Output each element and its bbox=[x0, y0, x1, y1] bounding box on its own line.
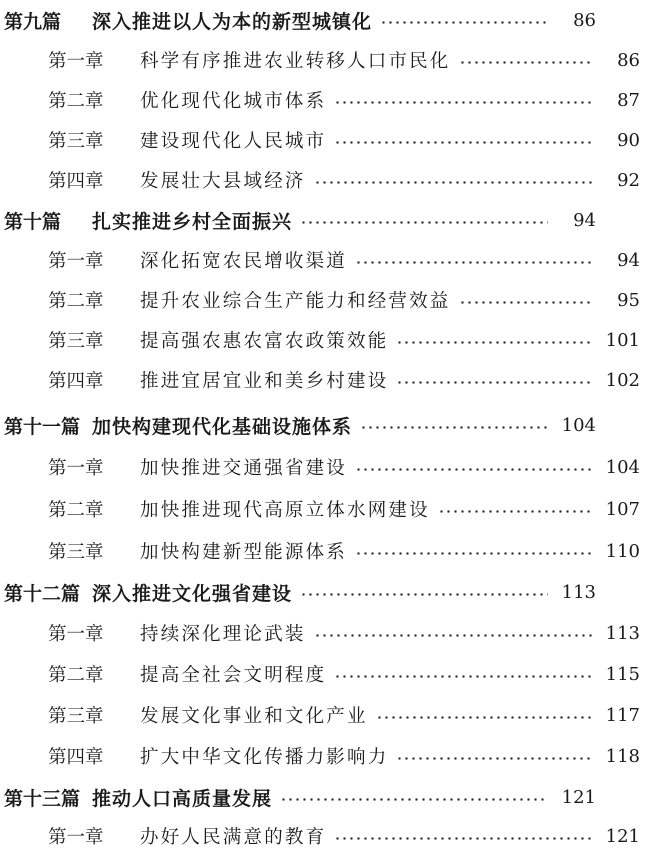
toc-page-number: 92 bbox=[617, 169, 640, 191]
toc-page-number: 113 bbox=[561, 581, 596, 603]
toc-part-row[interactable] bbox=[0, 777, 604, 817]
dot-leader bbox=[459, 61, 592, 64]
toc-part-title: 深入推进文化强省建设 bbox=[92, 582, 293, 605]
toc-page-number: 101 bbox=[605, 329, 640, 351]
toc-chapter-number: 第四章 bbox=[48, 747, 104, 768]
toc-chapter-number: 第一章 bbox=[48, 458, 104, 479]
toc-page-number: 121 bbox=[561, 786, 596, 808]
toc-page-number: 117 bbox=[605, 704, 640, 726]
toc-chapter-title: 发展文化事业和文化产业 bbox=[140, 706, 368, 727]
dot-leader bbox=[396, 341, 592, 344]
toc-chapter-title: 科学有序推进农业转移人口市民化 bbox=[140, 51, 451, 72]
toc-chapter-row[interactable] bbox=[0, 695, 648, 735]
toc-page-number: 102 bbox=[605, 369, 640, 391]
toc-chapter-title: 深化拓宽农民增收渠道 bbox=[140, 251, 348, 272]
toc-chapter-row[interactable] bbox=[0, 280, 648, 320]
dot-leader bbox=[376, 716, 592, 719]
toc-chapter-number: 第一章 bbox=[48, 827, 104, 848]
toc-page-number: 95 bbox=[617, 289, 640, 311]
toc-chapter-row[interactable] bbox=[0, 320, 648, 360]
toc-page-number: 94 bbox=[617, 249, 640, 271]
dot-leader bbox=[334, 141, 592, 144]
toc-page-number: 104 bbox=[605, 456, 640, 478]
toc-chapter-title: 发展壮大县域经济 bbox=[140, 171, 306, 192]
toc-chapter-title: 建设现代化人民城市 bbox=[140, 131, 327, 152]
dot-leader bbox=[300, 593, 548, 596]
dot-leader bbox=[396, 381, 592, 384]
toc-chapter-number: 第一章 bbox=[48, 251, 104, 272]
toc-chapter-title: 办好人民满意的教育 bbox=[140, 827, 327, 848]
toc-chapter-number: 第三章 bbox=[48, 706, 104, 727]
toc-chapter-row[interactable] bbox=[0, 736, 648, 776]
toc-chapter-number: 第三章 bbox=[48, 131, 104, 152]
toc-part-number: 第九篇 bbox=[4, 10, 62, 33]
toc-part-row[interactable] bbox=[0, 200, 604, 240]
toc-chapter-row[interactable] bbox=[0, 160, 648, 200]
toc-chapter-row[interactable] bbox=[0, 120, 648, 160]
toc-chapter-number: 第四章 bbox=[48, 171, 104, 192]
toc-part-row[interactable] bbox=[0, 405, 604, 445]
toc-chapter-number: 第二章 bbox=[48, 291, 104, 312]
toc-page-number: 86 bbox=[617, 49, 640, 71]
toc-page-number: 94 bbox=[573, 209, 596, 231]
toc-chapter-number: 第三章 bbox=[48, 331, 104, 352]
dot-leader bbox=[380, 21, 548, 24]
toc-chapter-title: 优化现代化城市体系 bbox=[140, 91, 327, 112]
toc-part-row[interactable] bbox=[0, 572, 604, 612]
toc-part-title: 深入推进以人为本的新型城镇化 bbox=[92, 10, 373, 33]
toc-page-number: 90 bbox=[617, 129, 640, 151]
toc-chapter-row[interactable] bbox=[0, 654, 648, 694]
toc-part-number: 第十一篇 bbox=[4, 415, 81, 438]
toc-page-number: 110 bbox=[605, 540, 640, 562]
dot-leader bbox=[334, 101, 592, 104]
toc-chapter-row[interactable] bbox=[0, 40, 648, 80]
toc-chapter-row[interactable] bbox=[0, 447, 648, 487]
toc-chapter-title: 加快推进交通强省建设 bbox=[140, 458, 348, 479]
toc-part-row[interactable] bbox=[0, 0, 604, 40]
dot-leader bbox=[438, 510, 592, 513]
toc-chapter-row[interactable] bbox=[0, 80, 648, 120]
toc-part-title: 推动人口高质量发展 bbox=[92, 787, 273, 810]
toc-chapter-number: 第二章 bbox=[48, 500, 104, 521]
toc-chapter-row[interactable] bbox=[0, 240, 648, 280]
toc-chapter-title: 加快推进现代高原立体水网建设 bbox=[140, 500, 430, 521]
toc-chapter-title: 推进宜居宜业和美乡村建设 bbox=[140, 371, 389, 392]
toc-chapter-title: 持续深化理论武装 bbox=[140, 624, 306, 645]
toc-page-number: 104 bbox=[561, 414, 596, 436]
toc-chapter-number: 第二章 bbox=[48, 665, 104, 686]
toc-chapter-row[interactable] bbox=[0, 816, 648, 856]
dot-leader bbox=[355, 552, 592, 555]
dot-leader bbox=[300, 221, 548, 224]
dot-leader bbox=[355, 261, 592, 264]
toc-part-number: 第十篇 bbox=[4, 210, 62, 233]
toc-chapter-number: 第一章 bbox=[48, 51, 104, 72]
toc-part-title: 加快构建现代化基础设施体系 bbox=[92, 415, 353, 438]
dot-leader bbox=[360, 426, 548, 429]
dot-leader bbox=[355, 468, 592, 471]
toc-chapter-title: 提高全社会文明程度 bbox=[140, 665, 327, 686]
toc-chapter-number: 第四章 bbox=[48, 371, 104, 392]
toc-page-number: 86 bbox=[573, 9, 596, 31]
dot-leader bbox=[314, 181, 592, 184]
toc-page-number: 107 bbox=[605, 498, 640, 520]
dot-leader bbox=[334, 675, 592, 678]
toc-chapter-title: 提升农业综合生产能力和经营效益 bbox=[140, 291, 451, 312]
toc-chapter-number: 第二章 bbox=[48, 91, 104, 112]
toc-page-number: 115 bbox=[605, 663, 640, 685]
toc-part-number: 第十二篇 bbox=[4, 582, 81, 605]
toc-chapter-title: 提高强农惠农富农政策效能 bbox=[140, 331, 389, 352]
toc-chapter-title: 扩大中华文化传播力影响力 bbox=[140, 747, 389, 768]
toc-chapter-number: 第三章 bbox=[48, 542, 104, 563]
toc-chapter-row[interactable] bbox=[0, 613, 648, 653]
dot-leader bbox=[280, 798, 548, 801]
toc-chapter-number: 第一章 bbox=[48, 624, 104, 645]
toc-page-number: 118 bbox=[605, 745, 640, 767]
toc-page-number: 113 bbox=[605, 622, 640, 644]
toc-chapter-row[interactable] bbox=[0, 489, 648, 529]
toc-part-number: 第十三篇 bbox=[4, 787, 81, 810]
dot-leader bbox=[334, 837, 592, 840]
dot-leader bbox=[314, 634, 592, 637]
toc-page-number: 87 bbox=[617, 89, 640, 111]
toc-chapter-row[interactable] bbox=[0, 531, 648, 571]
dot-leader bbox=[396, 757, 592, 760]
toc-page-number: 121 bbox=[605, 825, 640, 847]
dot-leader bbox=[459, 301, 592, 304]
toc-chapter-row[interactable] bbox=[0, 360, 648, 400]
toc-chapter-title: 加快构建新型能源体系 bbox=[140, 542, 348, 563]
toc-part-title: 扎实推进乡村全面振兴 bbox=[92, 210, 293, 233]
